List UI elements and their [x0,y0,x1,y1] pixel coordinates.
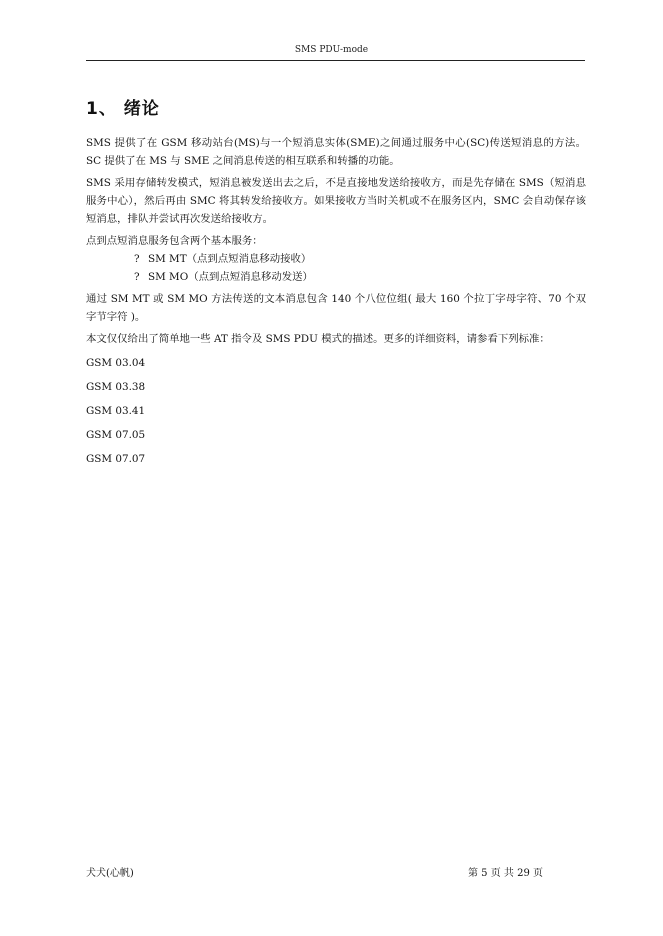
section-heading: 1、 绪论 [86,99,160,119]
paragraph-scope: 本文仅仅给出了简单地一些 AT 指令及 SMS PDU 模式的描述。更多的详细资料，请参看下列标准： [86,333,550,345]
paragraph-services: 点到点短消息服务包含两个基本服务： [86,235,263,247]
body-text [86,134,586,474]
page-number: 第 5 页 共 29 页 [468,868,543,879]
standard-item: GSM 03.38 [86,381,146,393]
bullet-marker: ? [134,271,140,283]
standard-item: GSM 03.04 [86,357,146,369]
footer-author: 犬犬(心帆) [86,868,134,879]
paragraph-capacity: 通过 SM MT 或 SM MO 方法传送的文本消息包含 140 个八位位组( 最大 160 个拉丁字母字符、70 个双字节字符 )。 [86,293,586,323]
list-item [86,268,586,286]
bullet-text: SM MT（点到点短消息移动接收） [148,253,312,265]
paragraph-store-forward: SMS 采用存储转发模式，短消息被发送出去之后，不是直接地发送给接收方，而是先存储在 SMS（短消息服务中心），然后再由 SMC 将其转发给接收方。如果接收方当时关机或不在服务区内，SMC 会自动保存该短消息，排队并尝试再次发送给接收方。 [86,177,586,225]
running-header: SMS PDU-mode [294,45,369,55]
standard-item: GSM 07.05 [86,429,146,441]
standard-item: GSM 07.07 [86,453,146,465]
bullet-marker: ? [134,253,140,265]
paragraph-intro: SMS 提供了在 GSM 移动站台(MS)与一个短消息实体(SME)之间通过服务中心(SC)传送短消息的方法。SC 提供了在 MS 与 SME 之间消息传送的相互联系和转播的功能。 [86,137,586,167]
list-item [86,250,586,268]
standard-item: GSM 03.41 [86,405,146,417]
bullet-text: SM MO（点到点短消息移动发送） [148,271,313,283]
header-rule [86,60,585,61]
